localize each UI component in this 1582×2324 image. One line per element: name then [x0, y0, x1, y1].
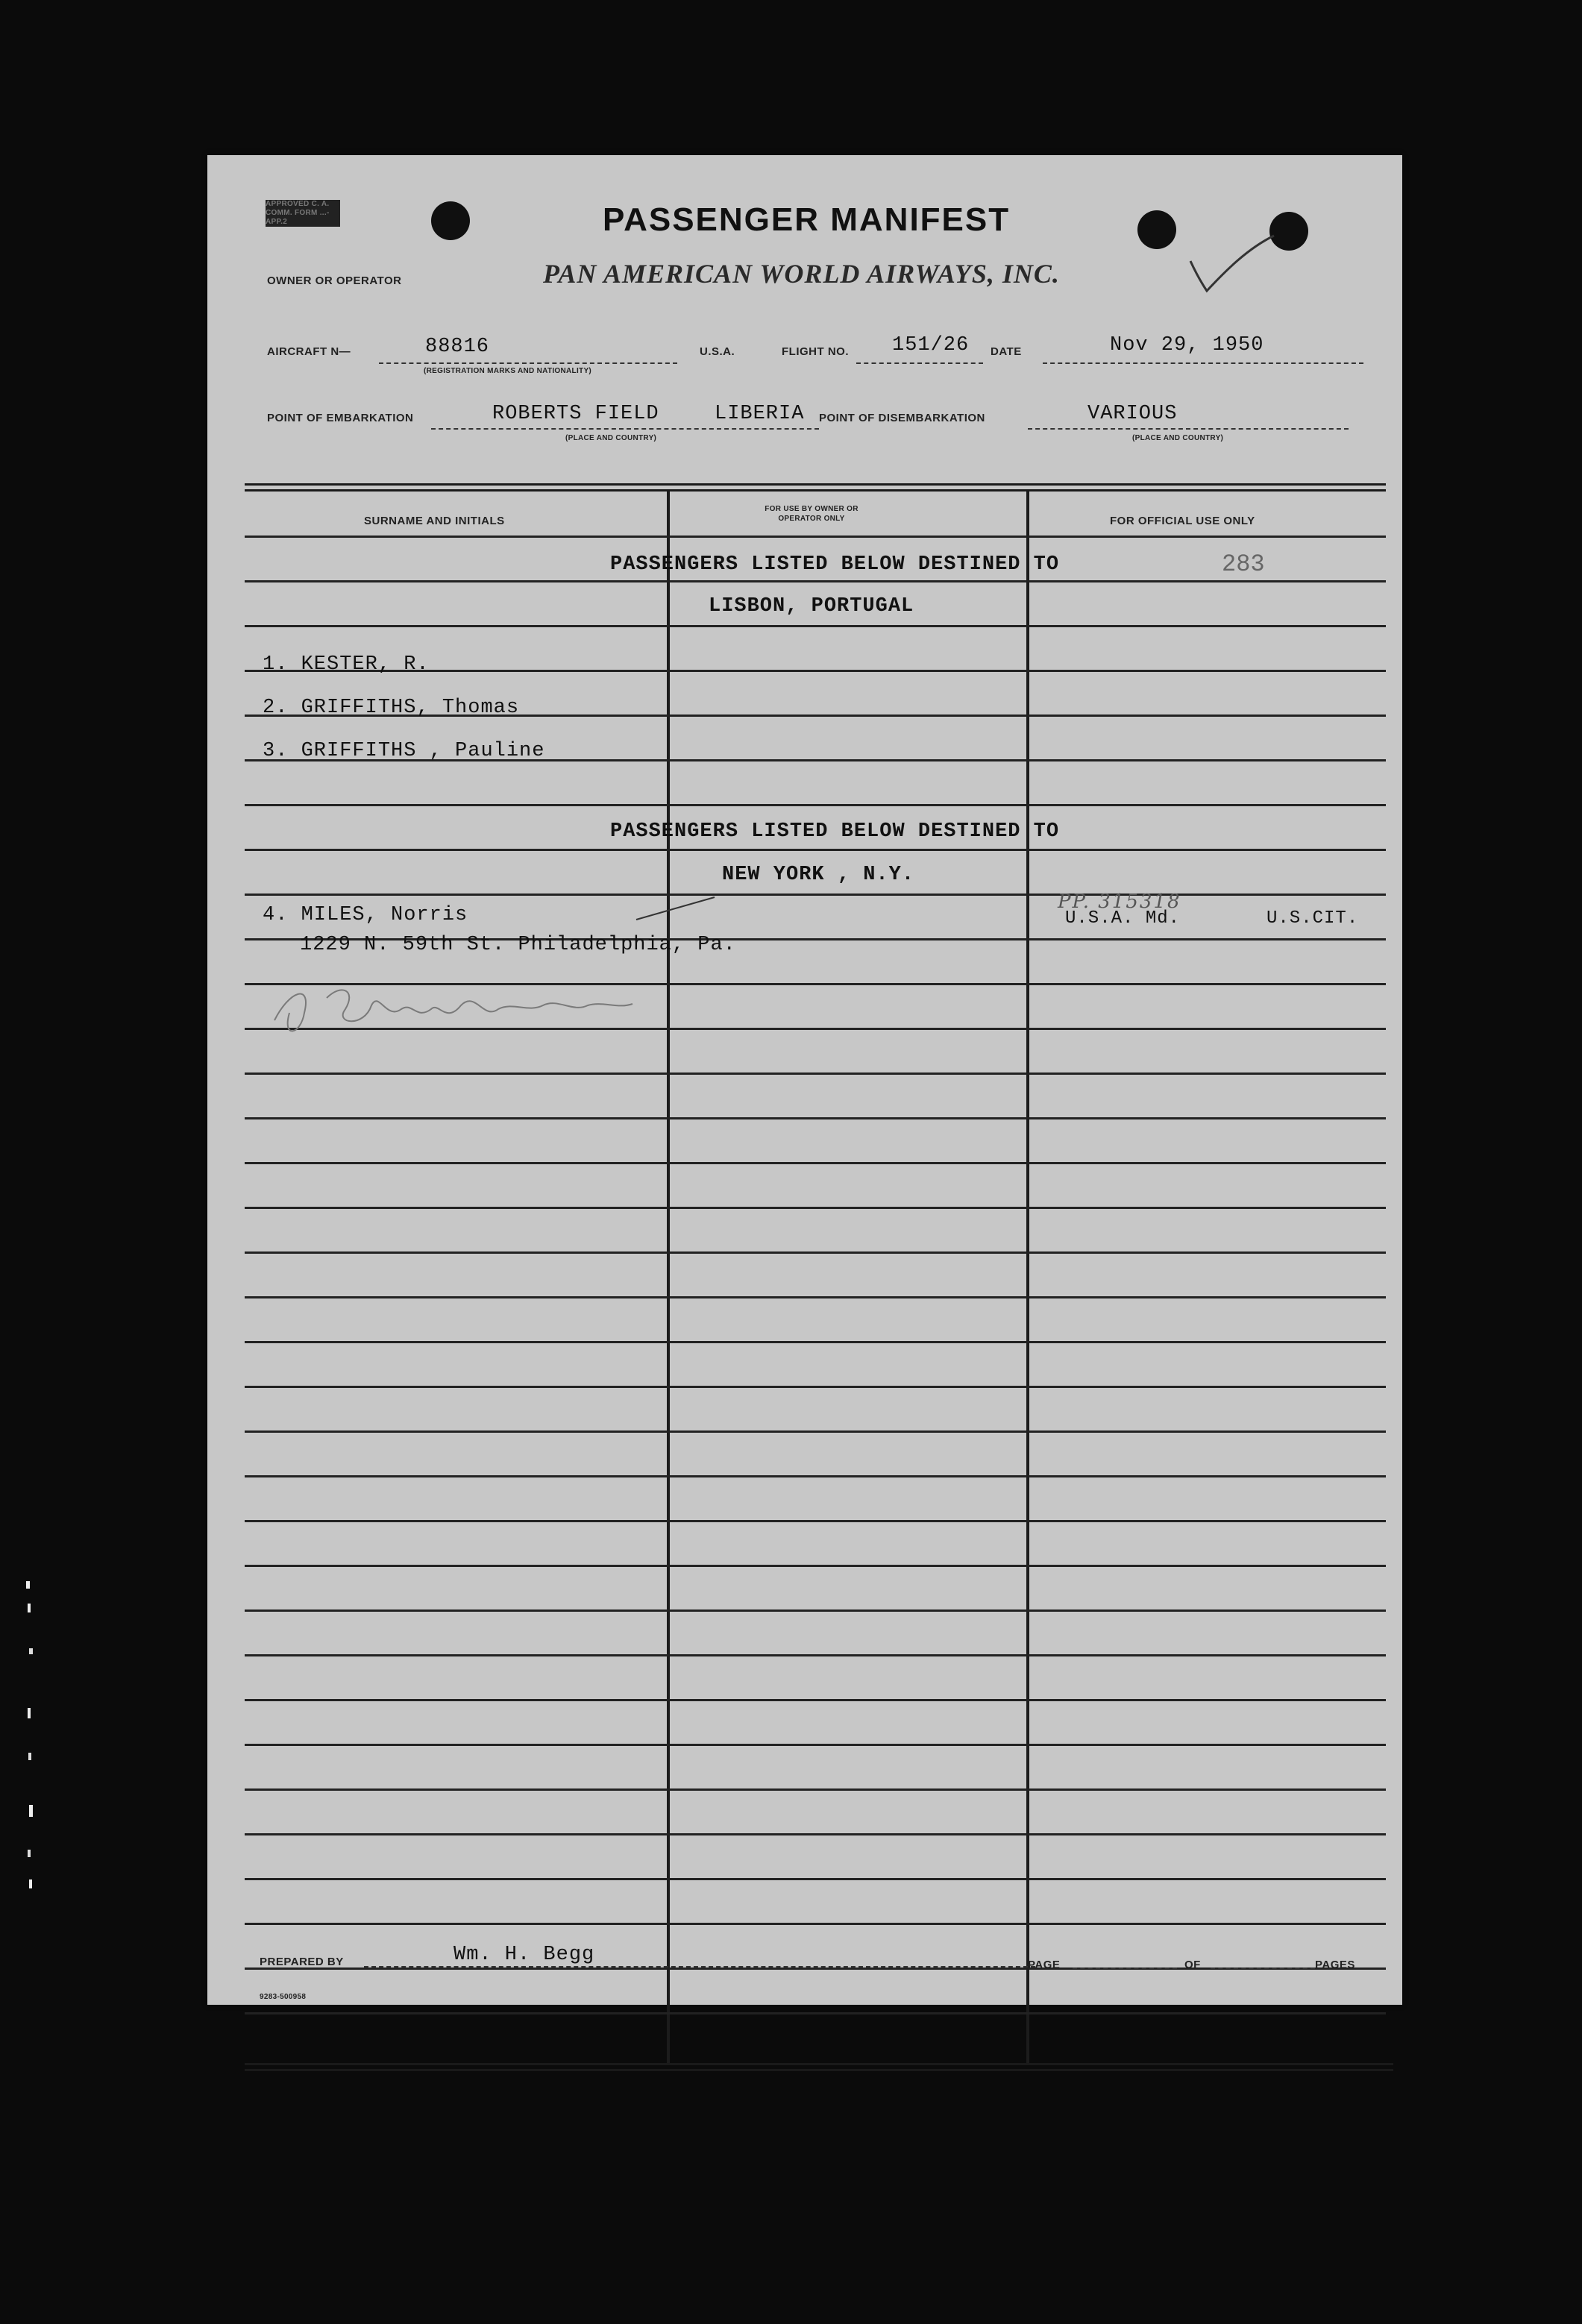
- ruled-line: [245, 1654, 1386, 1656]
- official-handwriting: PP. 315318: [1058, 891, 1181, 913]
- table-top-rule: [245, 483, 1386, 486]
- prepared-line: [364, 1966, 1035, 1967]
- flight-line: [856, 362, 983, 364]
- ruled-line: [245, 1878, 1386, 1880]
- table-bottom-rule: [245, 2063, 1393, 2065]
- ruled-line: [245, 849, 1386, 851]
- disembark-line: [1028, 428, 1349, 430]
- ruled-line: [245, 1296, 1386, 1298]
- column-header-owner-use: FOR USE BY OWNER OR OPERATOR ONLY: [765, 505, 859, 523]
- punch-hole: [1137, 210, 1176, 249]
- handwritten-signature: [260, 968, 647, 1050]
- embark-label: POINT OF EMBARKATION: [267, 412, 414, 424]
- prepared-label: PREPARED BY: [260, 1956, 344, 1968]
- ruled-line: [245, 1430, 1386, 1433]
- ruled-line: [245, 1117, 1386, 1119]
- ruled-line: [245, 1609, 1386, 1612]
- ruled-line: [245, 1162, 1386, 1164]
- ruled-line: [245, 1341, 1386, 1343]
- margin-marks: [19, 1581, 48, 1894]
- checkmark-icon: [1184, 230, 1281, 297]
- page-title: PASSENGER MANIFEST: [603, 201, 1011, 238]
- sheet-number: 283: [1222, 550, 1265, 578]
- registration-note: (REGISTRATION MARKS AND NATIONALITY): [424, 367, 592, 375]
- disembark-label: POINT OF DISEMBARKATION: [819, 412, 985, 424]
- table-bottom-rule: [245, 2069, 1393, 2071]
- column-header-official-use: FOR OFFICIAL USE ONLY: [1110, 515, 1255, 527]
- place-note: (PLACE AND COUNTRY): [565, 434, 657, 442]
- embark-place: ROBERTS FIELD: [492, 403, 659, 425]
- ruled-line: [245, 1475, 1386, 1477]
- ruled-line: [245, 1699, 1386, 1701]
- date-label: DATE: [991, 345, 1022, 358]
- ruled-line: [245, 1565, 1386, 1567]
- ruled-line: [245, 580, 1386, 582]
- of-line: [1211, 1967, 1315, 1969]
- printer-code: 9283-500958: [260, 1993, 307, 2001]
- ruled-line: [245, 1073, 1386, 1075]
- date-value: Nov 29, 1950: [1110, 334, 1264, 357]
- date-line: [1043, 362, 1363, 364]
- ruled-line: [245, 894, 1386, 896]
- ruled-line: [245, 1744, 1386, 1746]
- column-header-surname: SURNAME AND INITIALS: [364, 515, 505, 527]
- citizenship-note: U.S.CIT.: [1266, 908, 1359, 929]
- punch-hole: [431, 201, 470, 240]
- passenger-row: 3. GRIFFITHS , Pauline: [263, 740, 545, 762]
- official-note: U.S.A. Md.: [1065, 908, 1181, 929]
- ruled-line: [245, 536, 1386, 538]
- ruled-line: [245, 1207, 1386, 1209]
- ruled-line: [245, 1251, 1386, 1254]
- pages-label: PAGES: [1315, 1959, 1355, 1971]
- flight-label: FLIGHT NO.: [782, 345, 849, 358]
- ruled-line: [245, 1386, 1386, 1388]
- column-divider: [667, 491, 670, 2063]
- disembark-value: VARIOUS: [1087, 403, 1178, 425]
- operator-name: PAN AMERICAN WORLD AIRWAYS, INC.: [543, 259, 1060, 289]
- section1-destination: LISBON, PORTUGAL: [709, 595, 914, 618]
- ruled-line: [245, 1833, 1386, 1835]
- ruled-line: [245, 1520, 1386, 1522]
- approval-stamp: APPROVED C. A. COMM. FORM ...-APP.2: [266, 200, 340, 227]
- section2-destination: NEW YORK , N.Y.: [722, 864, 915, 886]
- place-note-2: (PLACE AND COUNTRY): [1132, 434, 1224, 442]
- operator-label: OWNER OR OPERATOR: [267, 274, 402, 287]
- passenger-row: 1. KESTER, R.: [263, 653, 430, 676]
- ruled-line: [245, 625, 1386, 627]
- table-top-rule: [245, 489, 1386, 492]
- passenger-row: 2. GRIFFITHS, Thomas: [263, 697, 520, 719]
- passenger-row: 4. MILES, Norris: [263, 904, 468, 926]
- manifest-sheet: [207, 155, 1402, 2005]
- ruled-line: [245, 1923, 1386, 1925]
- usa-label: U.S.A.: [700, 345, 735, 358]
- embark-country: LIBERIA: [715, 403, 805, 425]
- of-label: OF: [1184, 1959, 1201, 1971]
- prepared-by: Wm. H. Begg: [453, 1944, 595, 1966]
- passenger-address: 1229 N. 59th St. Philadelphia, Pa.: [300, 934, 736, 956]
- aircraft-line: [379, 362, 677, 364]
- embark-line: [431, 428, 819, 430]
- section1-heading: PASSENGERS LISTED BELOW DESTINED TO: [610, 553, 1060, 576]
- flight-number: 151/26: [892, 334, 970, 357]
- section2-heading: PASSENGERS LISTED BELOW DESTINED TO: [610, 820, 1060, 843]
- ruled-line: [245, 2012, 1386, 2014]
- aircraft-number: 88816: [425, 336, 490, 358]
- aircraft-label: AIRCRAFT N—: [267, 345, 351, 358]
- page-label: PAGE: [1028, 1959, 1061, 1971]
- ruled-line: [245, 804, 1386, 806]
- ruled-line: [245, 1788, 1386, 1791]
- page-line: [1073, 1967, 1177, 1969]
- slash-mark: [633, 890, 722, 927]
- column-divider: [1026, 491, 1029, 2063]
